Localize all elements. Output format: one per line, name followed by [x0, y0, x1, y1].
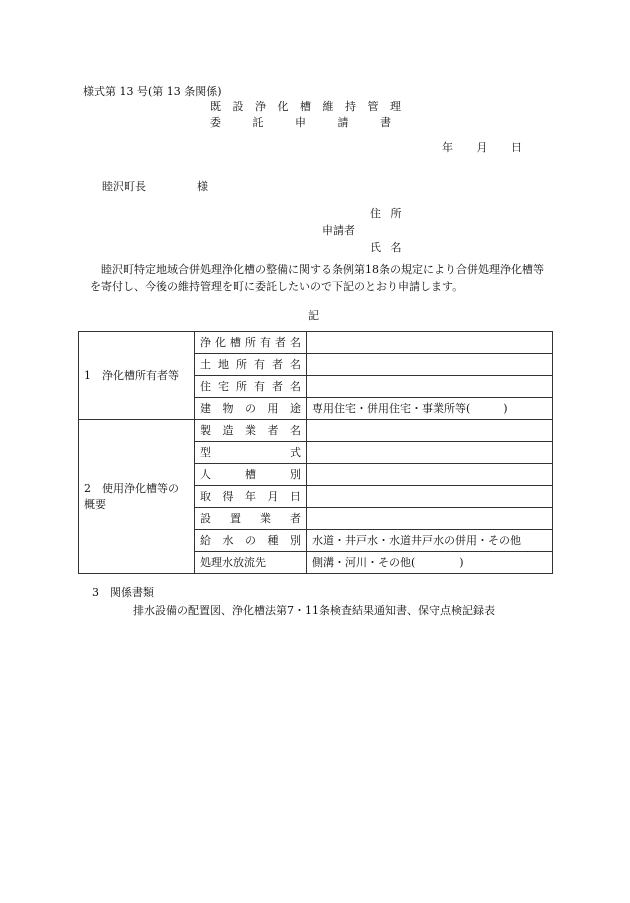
addressee-honorific: 様 [197, 180, 208, 193]
applicant-address-label: 住 所 [370, 207, 402, 220]
applicant-label: 申請者 [322, 224, 355, 237]
row-label: 製造業者名 [195, 420, 307, 442]
row-label: 設置業者 [195, 508, 307, 530]
document-title-line1: 既 設 浄 化 槽 維 持 管 理 [210, 100, 403, 113]
row-label: 処理水放流先 [195, 552, 307, 574]
section3-body: 排水設備の配置図、浄化槽法第7・11条検査結果通知書、保守点検記録表 [133, 604, 495, 617]
table-row [79, 332, 553, 354]
row-value[interactable] [307, 376, 553, 398]
row-value[interactable] [307, 354, 553, 376]
row-label: 浄化槽所有者名 [195, 332, 307, 354]
row-label: 型式 [195, 442, 307, 464]
table-row [79, 420, 553, 442]
document-title-line2: 委 託 申 請 書 [210, 116, 391, 129]
row-value[interactable] [307, 464, 553, 486]
row-label: 人槽別 [195, 464, 307, 486]
section1-title: 1 浄化槽所有者等 [79, 332, 195, 420]
row-label: 住宅所有者名 [195, 376, 307, 398]
application-table [78, 331, 553, 574]
ki-heading: 記 [308, 309, 319, 322]
row-value[interactable]: 専用住宅・併用住宅・事業所等( ) [307, 398, 553, 420]
row-value[interactable]: 水道・井戸水・水道井戸水の併用・その他 [307, 530, 553, 552]
row-label: 取得年月日 [195, 486, 307, 508]
section3-title: 3 関係書類 [92, 586, 154, 599]
row-value[interactable] [307, 442, 553, 464]
row-label: 土地所有者名 [195, 354, 307, 376]
section2-title: 2 使用浄化槽等の概要 [79, 420, 195, 574]
form-number: 様式第 13 号(第 13 条関係) [83, 85, 222, 98]
application-body-text: 睦沢町特定地域合併処理浄化槽の整備に関する条例第18条の規定により合併処理浄化槽等を寄付し、今後の維持管理を町に委託したいので下記のとおり申請します。 [90, 263, 544, 294]
row-label: 給水の種別 [195, 530, 307, 552]
row-value[interactable] [307, 420, 553, 442]
addressee-name: 睦沢町長 [102, 180, 146, 193]
date-line: 年 月 日 [442, 141, 522, 154]
row-value[interactable]: 側溝・河川・その他( ) [307, 552, 553, 574]
row-value[interactable] [307, 486, 553, 508]
row-value[interactable] [307, 508, 553, 530]
applicant-name-label: 氏 名 [370, 241, 402, 254]
row-value[interactable] [307, 332, 553, 354]
row-label: 建物の用途 [195, 398, 307, 420]
